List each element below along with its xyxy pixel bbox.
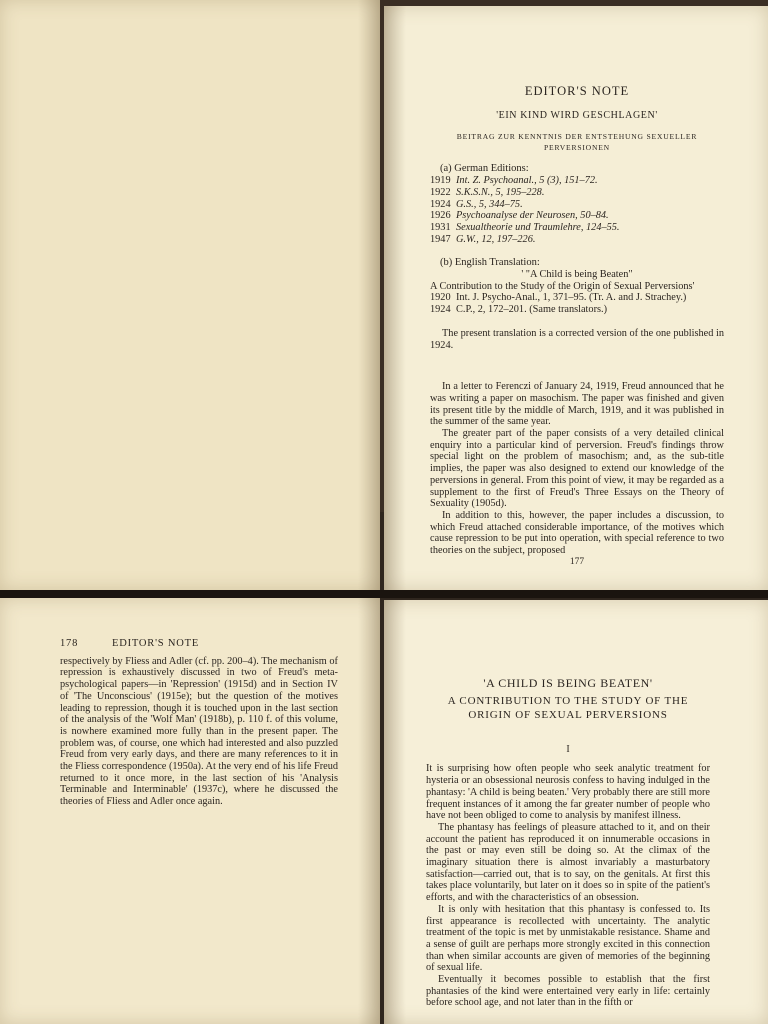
edition-row xyxy=(430,304,724,316)
english-title-line-2: A Contribution to the Study of the Origin of Sexual Perversions' xyxy=(430,280,695,292)
edition-reference: Int. J. Psycho-Anal., 1, 371–95. (Tr. A. and J. Strachey.) xyxy=(456,292,687,304)
edition-year: 1919 xyxy=(430,175,451,187)
page-178-content xyxy=(60,638,338,808)
essay-first-page xyxy=(384,600,768,1024)
edition-year: 1924 xyxy=(430,304,451,316)
essay-subtitle xyxy=(426,694,710,722)
page-gutter-shadow xyxy=(358,0,380,590)
english-translation-heading: (b) English Translation: xyxy=(440,257,540,269)
edition-row xyxy=(430,234,724,246)
essay-subtitle-line-2: ORIGIN OF SEXUAL PERVERSIONS xyxy=(468,708,668,721)
body-paragraph: It is only with hesitation that this phantasy is confessed to. Its first appearance is recollected with uncertainty. The analytic treatment of the topic is met by unmistakable resistance. Shame and a sense of guilt are perhaps more strongly excited in this connection than when similar accounts are given of memories of the beginning of sexual life. xyxy=(426,903,710,974)
edition-year: 1924 xyxy=(430,198,451,210)
translation-note: The present translation is a corrected version of the one published in 1924. xyxy=(430,327,724,351)
german-editions-heading: (a) German Editions: xyxy=(440,163,529,175)
spacer xyxy=(430,316,724,328)
page-gutter-shadow xyxy=(384,6,406,590)
edition-reference: Int. Z. Psychoanal., 5 (3), 151–72. xyxy=(456,175,598,187)
body-paragraph: In addition to this, however, the paper includes a discussion, to which Freud attached considerable importance, of the motives which cause repression to be put into operation, with special reference to two theories on the subject, proposed xyxy=(430,509,724,557)
edition-reference: Sexualtheorie und Traumlehre, 124–55. xyxy=(456,221,620,233)
edition-year: 1920 xyxy=(430,292,451,304)
edition-year: 1931 xyxy=(430,221,451,233)
edition-reference: C.P., 2, 172–201. (Same translators.) xyxy=(456,304,608,316)
blank-left-page xyxy=(0,0,380,590)
edition-row xyxy=(430,175,724,187)
german-editions-list xyxy=(430,175,724,245)
german-subtitle-line-2: PERVERSIONEN xyxy=(544,143,610,153)
german-subtitle-line-1: BEITRAG ZUR KENNTNIS DER ENTSTEHUNG SEXUELLER xyxy=(456,132,698,142)
german-subtitle xyxy=(430,131,724,153)
spacer xyxy=(430,351,724,381)
edition-reference: G.S., 5, 344–75. xyxy=(456,198,523,210)
edition-row xyxy=(430,199,724,211)
edition-reference: G.W., 12, 197–226. xyxy=(456,233,536,245)
german-title: 'EIN KIND WIRD GESCHLAGEN' xyxy=(496,109,658,121)
page-number: 178 xyxy=(60,638,79,649)
body-paragraph: It is surprising how often people who seek analytic treatment for hysteria or an obsessional neurosis confess to having indulged in the phantasy: 'A child is being beaten.' Very probably there are still more frequent instances of it among the far greater number of people who have not been obliged to come to analysis by manifest illness. xyxy=(426,763,710,822)
english-title-line-1: ' "A Child is being Beaten" xyxy=(521,269,633,281)
essay-content xyxy=(426,678,710,1009)
editors-note-content xyxy=(430,86,724,569)
edition-row xyxy=(430,222,724,234)
essay-subtitle-line-1: A CONTRIBUTION TO THE STUDY OF THE xyxy=(447,694,689,707)
edition-year: 1926 xyxy=(430,210,451,222)
body-paragraph: The greater part of the paper consists of a very detailed clinical enquiry into a particular kind of perversion. Freud's findings throw special light on the problem of masochism; and, as the sub-title implies, the paper was also designed to extend our knowledge of the perversions in general. From this point of view, it may be regarded as a supplement to the first of Freud's Three Essays on the Theory of Sexuality (1905d). xyxy=(430,428,724,510)
page-177 xyxy=(384,6,768,590)
body-paragraph: Eventually it becomes possible to establish that the first phantasies of the kind were entertained very early in life: certainly before school age, and not later than in the fifth or xyxy=(426,974,710,1009)
spread-divider xyxy=(0,590,768,598)
page-number: 177 xyxy=(569,556,585,567)
spacer xyxy=(430,245,724,257)
body-paragraph: respectively by Fliess and Adler (cf. pp. 200–4). The mechanism of repression is exhaustively discussed in two of Freud's meta-psychological papers—in 'Repression' (1915d) and in Section IV of 'The Unconscious' (1915e); but the question of the motives leading to repression, though it is touched upon in the last section of the analysis of the 'Wolf Man' (1918b), p. 110 f. of this volume, is nowhere examined more fully than in the present paper. The problem was, of course, one which had interested and also puzzled Freud from very early days, and there are many references to it in the Fliess correspondence (1950a). At the very end of his life Freud returned to it once more, in the last section of his 'Analysis Terminable and Interminable' (1937c), where he discussed the theories of Fliess and Adler once again. xyxy=(60,655,338,808)
edition-year: 1947 xyxy=(430,233,451,245)
running-head xyxy=(60,638,338,650)
edition-reference: S.K.S.N., 5, 195–228. xyxy=(456,186,545,198)
edition-reference: Psychoanalyse der Neurosen, 50–84. xyxy=(456,210,609,222)
page-gutter-shadow xyxy=(384,600,406,1024)
page-gutter-shadow xyxy=(358,598,380,1024)
body-paragraph: The phantasy has feelings of pleasure attached to it, and on their account the patient has reproduced it on innumerable occasions in the past or may even still be doing so. At the climax of the imaginary situation there is almost invariably a masturbatory satisfaction—carried out, that is to say, on the genitals. At first this takes place voluntarily, but later on it does so in spite of the patient's efforts, and with the characteristics of an obsession. xyxy=(426,821,710,904)
body-paragraph: In a letter to Ferenczi of January 24, 1919, Freud announced that he was writing a paper on masochism. The paper was finished and given its present title by the middle of March, 1919, and it was published in the summer of the same year. xyxy=(430,381,724,428)
edition-row xyxy=(430,210,724,222)
essay-title: 'A CHILD IS BEING BEATEN' xyxy=(483,676,653,690)
section-number: I xyxy=(566,743,570,755)
edition-year: 1922 xyxy=(430,186,451,198)
editors-note-title: EDITOR'S NOTE xyxy=(524,84,630,98)
edition-row xyxy=(430,187,724,199)
page-178 xyxy=(0,598,380,1024)
running-head-title: EDITOR'S NOTE xyxy=(112,638,200,649)
edition-row xyxy=(430,292,724,304)
